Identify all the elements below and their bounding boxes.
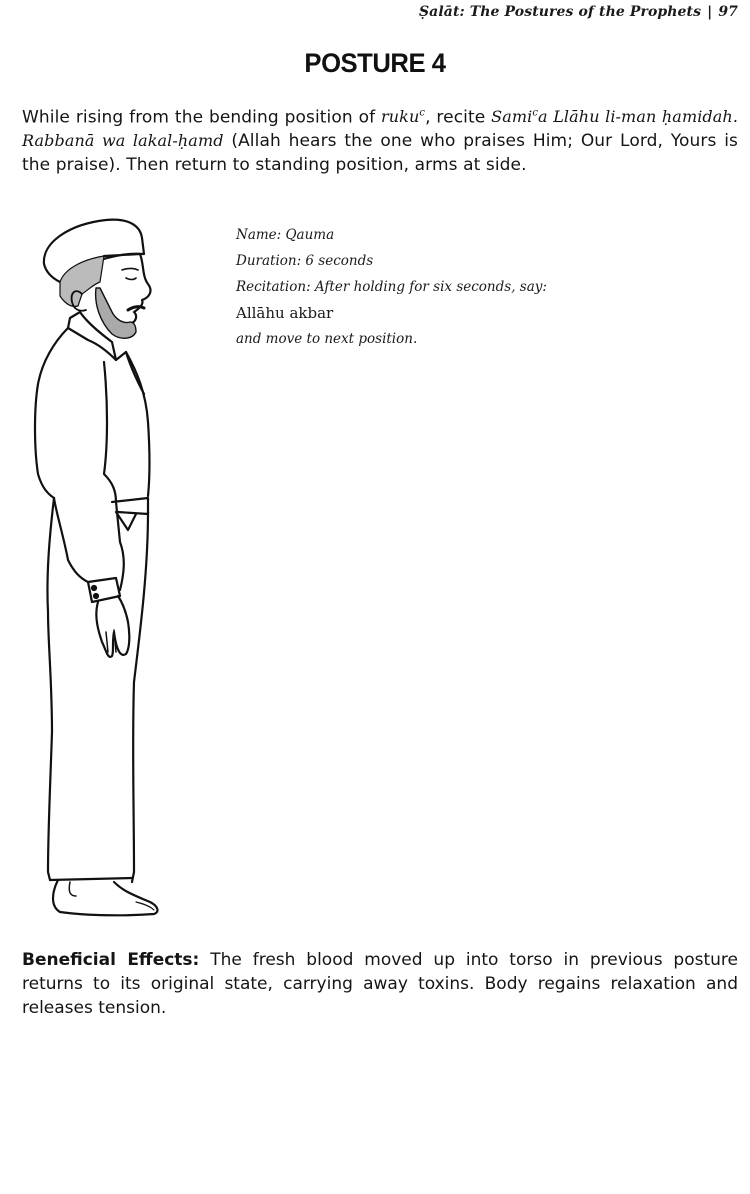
header-separator: | xyxy=(707,4,713,20)
superscript: c xyxy=(419,108,426,119)
recitation-phrase: Allāhu akbar xyxy=(236,304,334,322)
posture-recitation: Recitation: After holding for six seconds, say: xyxy=(236,279,547,295)
effects-text: The fresh blood moved up into torso in previous posture returns to its original state, carrying away toxins. Body regains relaxation and releases tension. xyxy=(22,950,738,1018)
page-number: 97 xyxy=(718,4,738,20)
intro-text: (Allah hears the one who praises Him; Our Lord, Yours is the praise). Then return to standing position, arms at side. xyxy=(22,131,738,176)
term-ruku-text: ruku xyxy=(381,107,420,127)
running-head xyxy=(419,4,738,20)
recitation-text: a Llāhu li-man ḥamidah. Rabbanā wa lakal-ḥamd xyxy=(22,107,738,151)
intro-paragraph xyxy=(22,102,738,177)
recitation-text: Sami xyxy=(491,107,533,127)
posture-illustration xyxy=(8,212,198,932)
posture-duration: Duration: 6 seconds xyxy=(236,253,374,269)
intro-text: While rising from the bending position of xyxy=(22,107,382,128)
intro-text: , recite xyxy=(425,107,492,128)
term-ruku xyxy=(381,107,425,126)
page-title: POSTURE 4 xyxy=(304,48,446,78)
running-title: Ṣalāt: The Postures of the Prophets xyxy=(418,4,702,20)
beneficial-effects xyxy=(22,948,738,1020)
effects-label: Beneficial Effects: xyxy=(22,950,200,970)
superscript: c xyxy=(532,108,539,119)
standing-man-icon xyxy=(8,212,198,932)
posture-name: Name: Qauma xyxy=(236,227,335,243)
posture-instruction: and move to next position. xyxy=(236,331,418,347)
posture-details xyxy=(236,222,616,352)
